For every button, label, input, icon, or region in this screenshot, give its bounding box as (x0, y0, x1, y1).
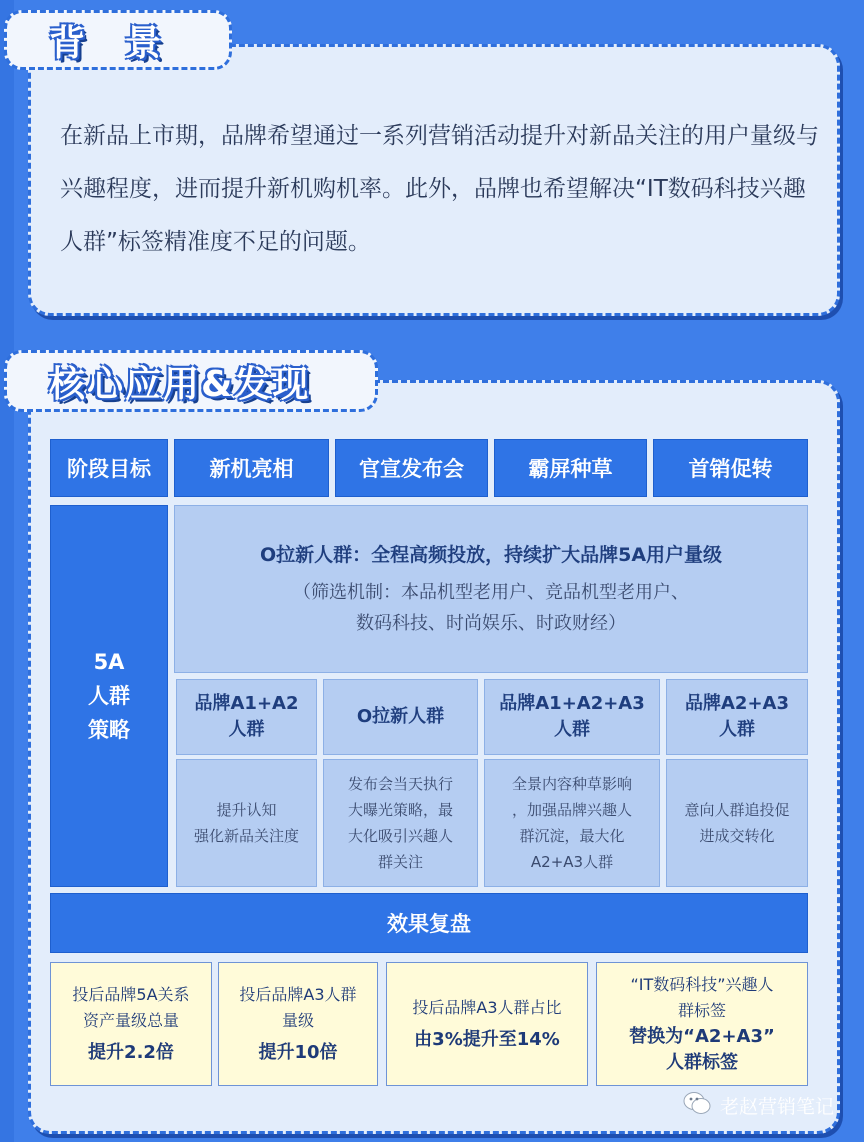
result-value: 提升2.2倍 (88, 1042, 174, 1063)
segment-title: O拉新人群 (323, 679, 478, 755)
result-value: 由3%提升至14% (414, 1029, 560, 1050)
result-value: 提升10倍 (258, 1042, 338, 1063)
result-desc: 投后品牌5A关系 资产量级总量 (72, 985, 190, 1030)
watermark-text: 老赵营销笔记 (719, 1096, 834, 1118)
segment-title: 品牌A1+A2 人群 (176, 679, 317, 755)
header-launch-event: 官宣发布会 (335, 439, 488, 497)
o-pull-desc-1: （筛选机制：本品机型老用户、竞品机型老用户、 (293, 581, 689, 603)
header-seeding: 霸屏种草 (494, 439, 647, 497)
result-card (596, 962, 808, 1086)
result-desc: 投后品牌A3人群 量级 (239, 985, 357, 1030)
review-title: 效果复盘 (50, 893, 808, 953)
wechat-icon (682, 1090, 712, 1121)
core-title: 核心应用&发现 (4, 350, 378, 412)
segment-desc: 意向人群追投促 进成交转化 (666, 759, 808, 887)
strategy-label: 5A 人群 策略 (50, 505, 168, 887)
o-pull-desc-2: 数码科技、时尚娱乐、时政财经） (356, 612, 626, 634)
background-body: 在新品上市期，品牌希望通过一系列营销活动提升对新品关注的用户量级与兴趣程度，进而提升新机购机率。此外，品牌也希望解决“IT数码科技兴趣人群”标签精准度不足的问题。 (60, 123, 819, 255)
header-first-sale: 首销促转 (653, 439, 808, 497)
result-card (50, 962, 212, 1086)
segment-title: 品牌A2+A3 人群 (666, 679, 808, 755)
segment-desc: 提升认知 强化新品关注度 (176, 759, 317, 887)
segment-desc: 全景内容种草影响 ，加强品牌兴趣人 群沉淀，最大化 A2+A3人群 (484, 759, 660, 887)
result-card (386, 962, 588, 1086)
background-title: 背 景 (4, 10, 232, 70)
o-pull-title: O拉新人群：全程高频投放，持续扩大品牌5A用户量级 (259, 543, 723, 566)
watermark (682, 1090, 834, 1121)
segment-desc: 发布会当天执行 大曝光策略，最 大化吸引兴趣人 群关注 (323, 759, 478, 887)
o-pull-block (174, 505, 808, 673)
result-desc: “IT数码科技”兴趣人 群标签 (630, 975, 774, 1020)
result-card (218, 962, 378, 1086)
result-desc: 投后品牌A3人群占比 (412, 998, 562, 1017)
result-value: 替换为“A2+A3” 人群标签 (629, 1026, 775, 1073)
header-stage-goal: 阶段目标 (50, 439, 168, 497)
header-new-debut: 新机亮相 (174, 439, 329, 497)
segment-title: 品牌A1+A2+A3 人群 (484, 679, 660, 755)
left-stripe (0, 0, 14, 1142)
